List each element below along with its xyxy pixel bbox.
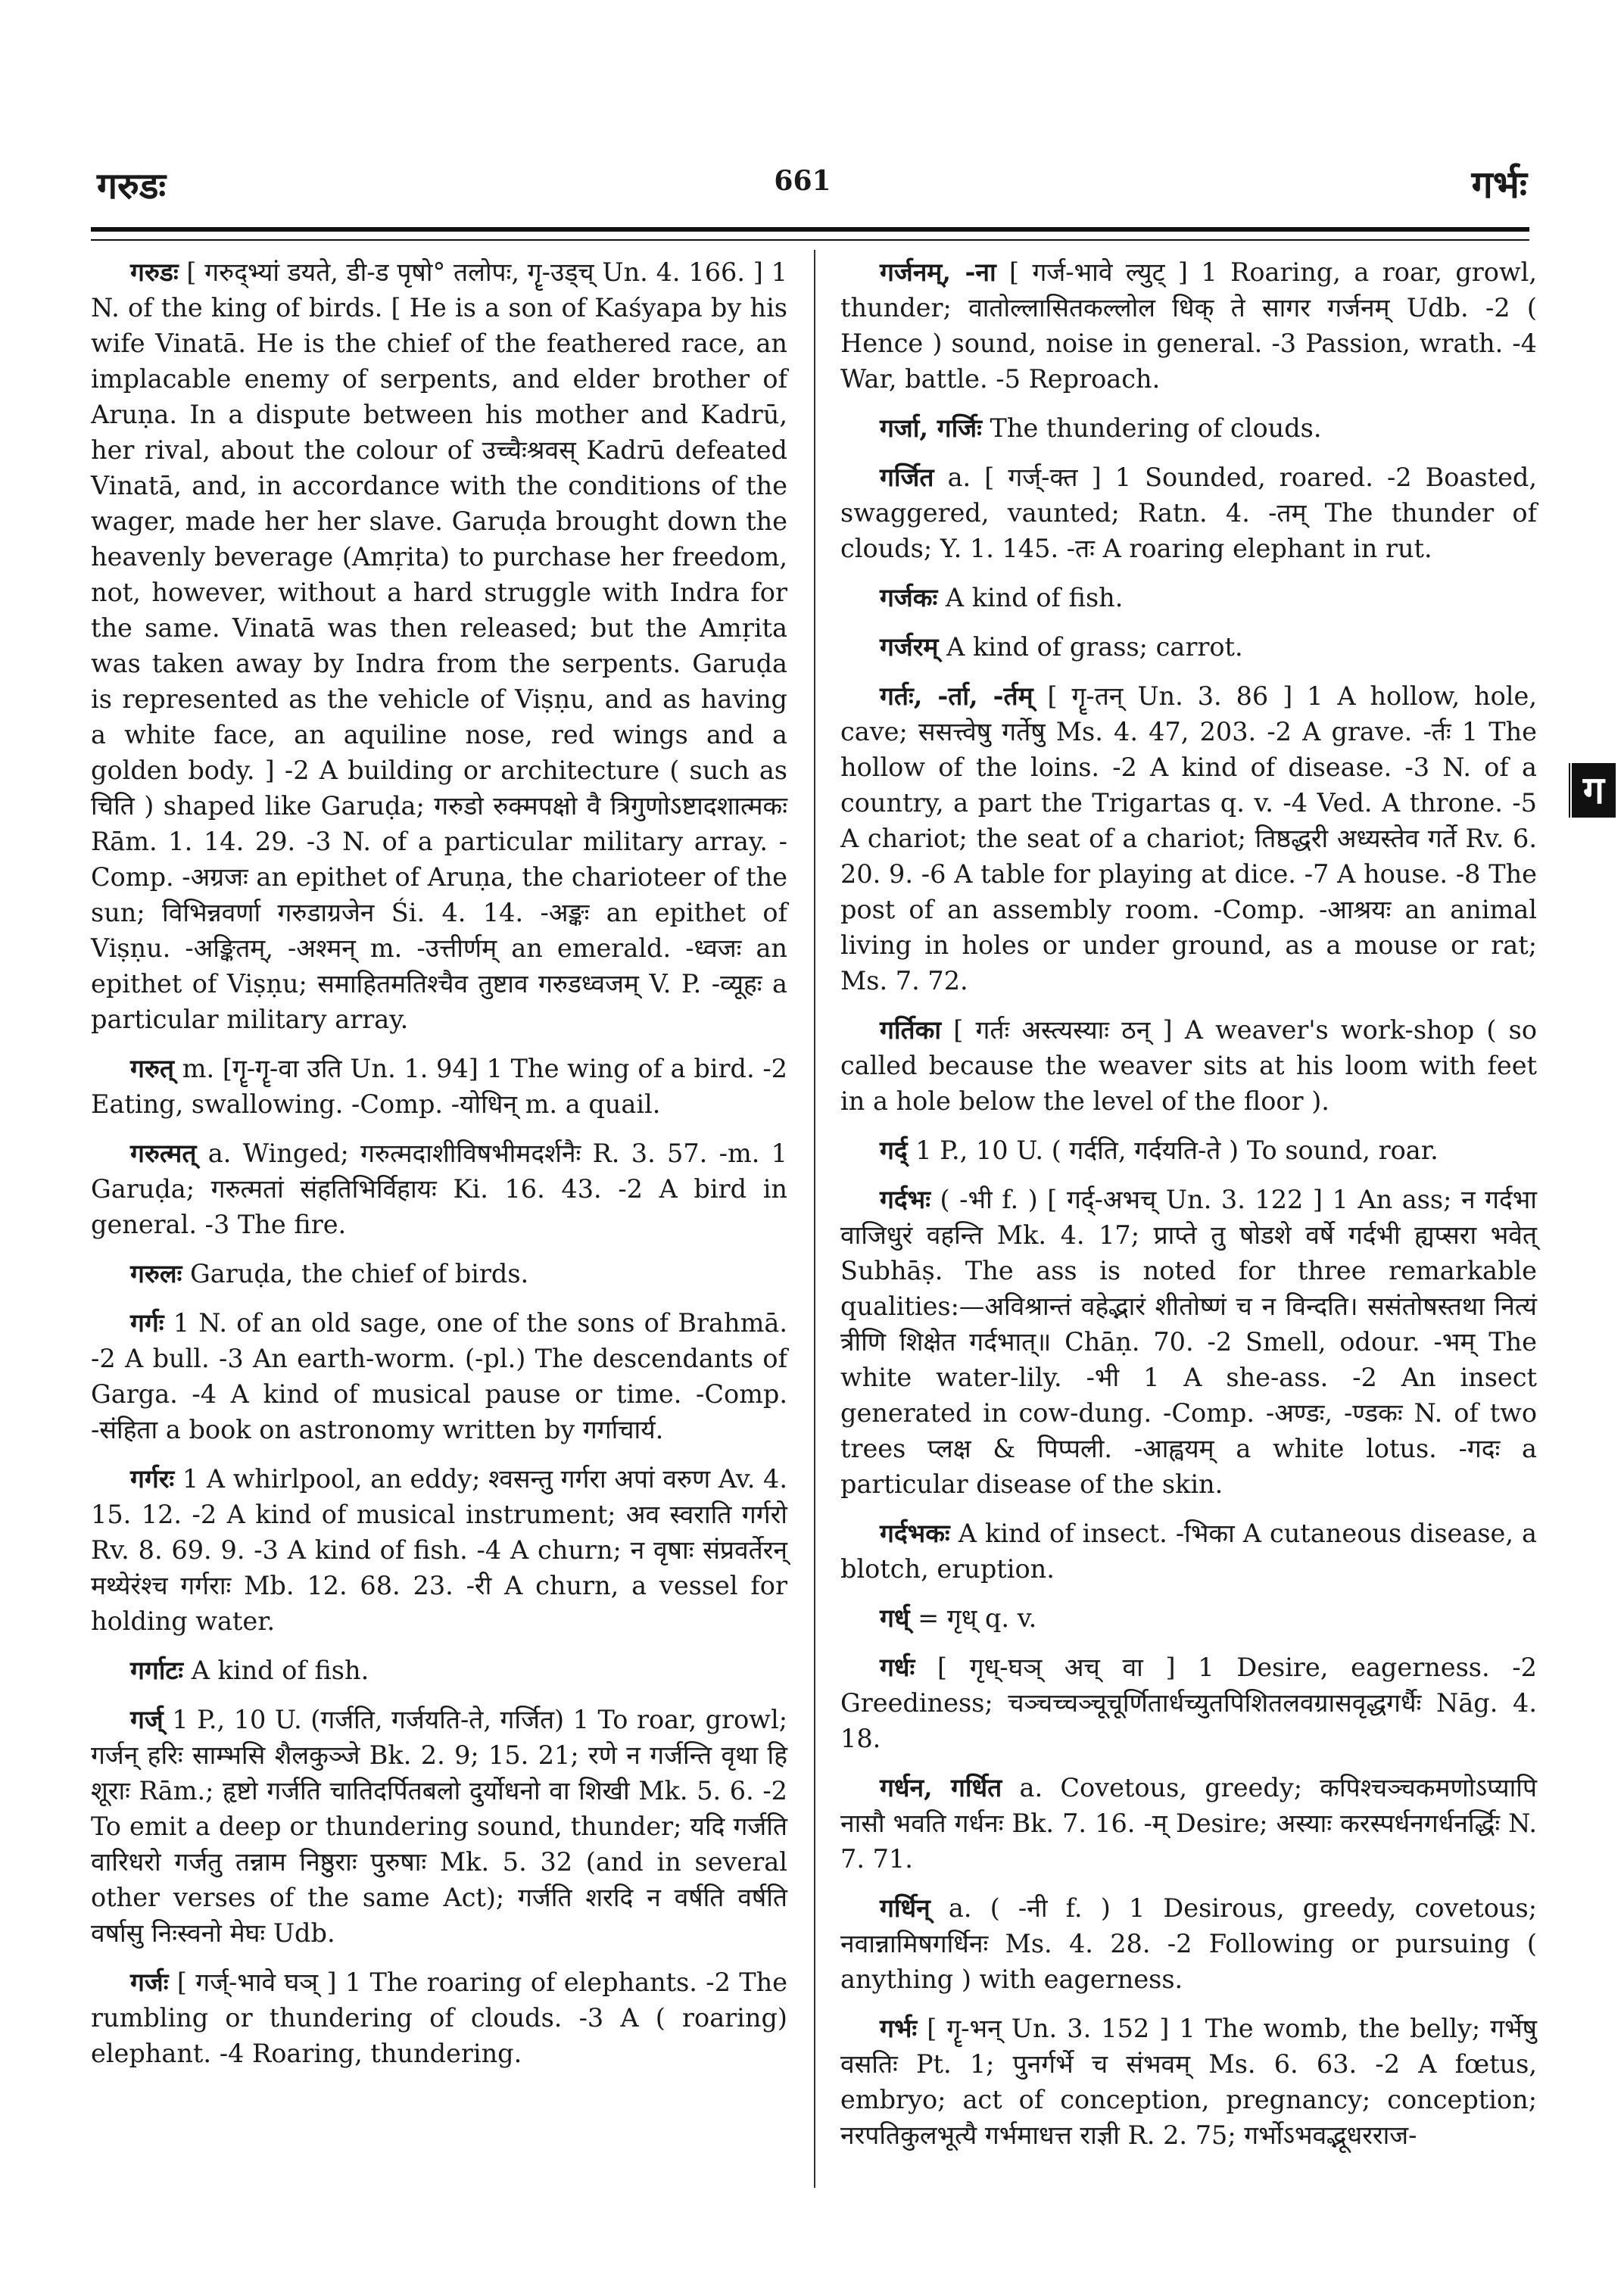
dictionary-entry	[840, 410, 1537, 446]
entry-headword: गरुलः	[130, 1259, 182, 1288]
entry-headword: गर्जरम्	[880, 632, 939, 662]
entry-headword: गर्तः, -र्ता, -र्तम्	[880, 681, 1033, 711]
dictionary-entry	[91, 1653, 787, 1688]
dictionary-entry	[840, 1132, 1537, 1168]
dictionary-entry	[840, 1770, 1537, 1877]
entry-definition: = गृध् q. v.	[909, 1603, 1037, 1633]
entry-headword: गर्धन, गर्धित	[880, 1773, 1002, 1802]
entry-definition: A kind of fish.	[183, 1656, 369, 1685]
dictionary-entry	[840, 678, 1537, 999]
entry-definition: [ गर्ज-भावे ल्युट् ] 1 Roaring, a roar, growl, thunder; वातोल्लासितकल्लोल धिक् ते सागर गर्जनम् Udb. -2 ( Hence ) sound, noise in general. -3 Passion, wrath. -4 War, battle. -5 Reproach.	[840, 257, 1537, 394]
dictionary-entry	[840, 1012, 1537, 1119]
entry-headword: गर्जः	[130, 1967, 169, 1997]
entry-headword: गर्तिका	[880, 1015, 942, 1045]
entry-headword: गर्जित	[880, 463, 934, 492]
dictionary-entry	[91, 1136, 787, 1242]
entry-definition: [ गरुद्भ्यां डयते, डी-ड पृषो° तलोपः, गॄ-उड्च् Un. 4. 166. ] 1 N. of the king of birds. [ He is a son of Kaśyapa by his wife Vinatā. He is the chief of the feathered race, an implacable enemy of serpents, and elder brother of Aruṇa. In a dispute between his mother and Kadrū, her rival, about the colour of उच्चैःश्रवस् Kadrū defeated Vinatā, and, in accordance with the conditions of the wager, made her her slave. Garuḍa brought down the heavenly beverage (Amṛita) to purchase her freedom, not, however, without a hard struggle with Indra for the same. Vinatā was then released; but the Amṛita was taken away by Indra from the serpents. Garuḍa is represented as the vehicle of Viṣṇu, and as having a white face, an aquiline nose, red wings and a golden body. ] -2 A building or architecture ( such as चिति ) shaped like Garuḍa; गरुडो रुक्मपक्षो वै त्रिगुणोऽष्टादशात्मकः Rām. 1. 14. 29. -3 N. of a particular military array. -Comp. -अग्रजः an epithet of Aruṇa, the charioteer of the sun; विभिन्नवर्णा गरुडाग्रजेन Śi. 4. 14. -अङ्कः an epithet of Viṣṇu. -अङ्कितम्, -अश्मन् m. -उत्तीर्णम् an emerald. -ध्वजः an epithet of Viṣṇu; समाहितमतिश्चैव तुष्टाव गरुडध्वजम् V. P. -व्यूहः a particular military array.	[91, 257, 787, 1034]
entry-definition: [ गृध्-घञ् अच् वा ] 1 Desire, eagerness. -2 Greediness; चञ्चच्चञ्चूचूर्णितार्धच्युतपिशितलवग्रासवृद्धगर्धैः Nāg. 4. 18.	[840, 1653, 1537, 1753]
thumb-index-tab: ग	[1567, 763, 1616, 818]
dictionary-entry	[840, 580, 1537, 615]
header-right-guide-word: गर्भः	[1471, 162, 1527, 207]
entry-definition: a. Covetous, greedy; कपिश्चञ्चकमणोऽप्यापि नासौ भवति गर्धनः Bk. 7. 16. -म् Desire; अस्याः करस्पर्धनगर्धनर्द्धिः N. 7. 71.	[840, 1773, 1537, 1874]
entry-headword: गर्गः	[130, 1308, 164, 1338]
dictionary-entry	[91, 1461, 787, 1639]
entry-definition: a. [ गर्ज्-क्त ] 1 Sounded, roared. -2 Boasted, swaggered, vaunted; Ratn. 4. -तम् The thunder of clouds; Y. 1. 145. -तः A roaring elephant in rut.	[840, 463, 1537, 563]
dictionary-entry	[840, 629, 1537, 665]
entry-headword: गर्भः	[880, 2014, 918, 2043]
entry-headword: गरुडः	[130, 257, 179, 287]
dictionary-entry	[91, 1256, 787, 1291]
entry-definition: A kind of fish.	[937, 583, 1124, 612]
entry-headword: गर्गरः	[130, 1464, 175, 1494]
entry-headword: गर्जा, गर्जिः	[880, 413, 982, 443]
column-divider	[814, 250, 815, 2188]
dictionary-entry	[840, 1182, 1537, 1502]
header-rule-thin	[91, 239, 1529, 241]
entry-definition: 1 P., 10 U. (गर्जति, गर्जयति-ते, गर्जित) 1 To roar, growl; गर्जन् हरिः साम्भसि शैलकुञ्जे Bk. 2. 9; 15. 21; रणे न गर्जन्ति वृथा हि शूराः Rām.; हृष्टो गर्जति चातिदर्पितबलो दुर्योधनो वा शिखी Mk. 5. 6. -2 To emit a deep or thundering sound, thunder; यदि गर्जति वारिधरो गर्जतु तन्नाम निष्ठुराः पुरुषाः Mk. 5. 32 (and in several other verses of the same Act); गर्जति शरदि न वर्षति वर्षति वर्षासु निःस्वनो मेघः Udb.	[91, 1705, 787, 1948]
dictionary-entry	[840, 254, 1537, 397]
entry-headword: गर्जकः	[880, 583, 938, 612]
entry-headword: गर्गाटः	[130, 1656, 184, 1685]
dictionary-entry	[840, 1600, 1537, 1636]
entry-definition: The thundering of clouds.	[981, 413, 1322, 443]
entry-headword: गर्द्	[880, 1136, 908, 1165]
entry-definition: Garuḍa, the chief of birds.	[182, 1259, 529, 1288]
dictionary-entry	[91, 1051, 787, 1122]
page-number: 661	[774, 165, 831, 197]
entry-definition: [ गॄ-भन् Un. 3. 152 ] 1 The womb, the belly; गर्भेषु वसतिः Pt. 1; पुनर्गर्भे च संभवम् Ms. 6. 63. -2 A fœtus, embryo; act of conception, pregnancy; conception; नरपतिकुलभूत्यै गर्भमाधत्त राज्ञी R. 2. 75; गर्भोऽभवद्भूधरराज-	[840, 2014, 1537, 2150]
header-rule-thick	[91, 227, 1529, 232]
right-column	[840, 254, 1537, 2167]
dictionary-entry	[91, 254, 787, 1037]
entry-definition: a. ( -नी f. ) 1 Desirous, greedy, covetous; नवान्नामिषगर्धिनः Ms. 4. 28. -2 Following or pursuing ( anything ) with eagerness.	[840, 1893, 1537, 1994]
dictionary-entry	[91, 1964, 787, 2071]
entry-headword: गर्ध्	[880, 1603, 910, 1633]
dictionary-entry	[840, 1516, 1537, 1587]
dictionary-entry	[840, 1650, 1537, 1756]
entry-headword: गरुत्मत्	[130, 1139, 197, 1168]
entry-headword: गर्जनम्, -ना	[880, 257, 996, 287]
entry-headword: गर्दभकः	[880, 1519, 950, 1548]
dictionary-entry	[840, 460, 1537, 566]
entry-definition: [ गॄ-तन् Un. 3. 86 ] 1 A hollow, hole, cave; ससत्त्वेषु गर्तेषु Ms. 4. 47, 203. -2 A grave. -र्तः 1 The hollow of the loins. -2 A kind of disease. -3 N. of a country, a part the Trigartas q. v. -4 Ved. A throne. -5 A chariot; the seat of a chariot; तिष्ठद्धरी अध्यस्तेव गर्ते Rv. 6. 20. 9. -6 A table for playing at dice. -7 A house. -8 The post of an assembly room. -Comp. -आश्रयः an animal living in holes or under ground, as a mouse or rat; Ms. 7. 72.	[840, 681, 1537, 995]
entry-definition: A kind of grass; carrot.	[938, 632, 1243, 662]
entry-definition: ( -भी f. ) [ गर्द्-अभच् Un. 3. 122 ] 1 An ass; न गर्दभा वाजिधुरं वहन्ति Mk. 4. 17; प्राप्ते तु षोडशे वर्षे गर्दभी ह्यप्सरा भवेत् Subhāṣ. The ass is noted for three remarkable qualities:—अविश्रान्तं वहेद्भारं शीतोष्णं च न विन्दति। ससंतोषस्तथा नित्यं त्रीणि शिक्षेत गर्दभात्॥ Chāṇ. 70. -2 Smell, odour. -भम् The white water-lily. -भी 1 A she-ass. -2 An insect generated in cow-dung. -Comp. -अण्डः, -ण्डकः N. of two trees प्लक्ष & पिप्पली. -आह्वयम् a white lotus. -गदः a particular disease of the skin.	[840, 1185, 1537, 1499]
entry-headword: गर्धः	[880, 1653, 915, 1682]
dictionary-entry	[91, 1702, 787, 1951]
entry-headword: गर्धिन्	[880, 1893, 930, 1923]
entry-headword: गर्ज्	[130, 1705, 164, 1734]
entry-definition: [ गर्ज्-भावे घञ् ] 1 The roaring of elephants. -2 The rumbling or thundering of clouds. -3 A ( roaring) elephant. -4 Roaring, thundering.	[91, 1967, 787, 2068]
entry-definition: 1 P., 10 U. ( गर्दति, गर्दयति-ते ) To sound, roar.	[907, 1136, 1439, 1165]
entry-definition: A kind of insect. -भिका A cutaneous disease, a blotch, eruption.	[840, 1519, 1537, 1584]
entry-definition: m. [गॄ-गॄ-वा उति Un. 1. 94] 1 The wing of a bird. -2 Eating, swallowing. -Comp. -योधिन् m. a quail.	[91, 1054, 787, 1119]
dictionary-entry	[91, 1305, 787, 1447]
dictionary-entry	[840, 1890, 1537, 1997]
header-left-guide-word: गरुडः	[97, 165, 167, 207]
entry-headword: गरुत्	[130, 1054, 174, 1083]
entry-definition: 1 N. of an old sage, one of the sons of Brahmā. -2 A bull. -3 An earth-worm. (-pl.) The descendants of Garga. -4 A kind of musical pause or time. -Comp. -संहिता a book on astronomy written by गर्गाचार्य.	[91, 1308, 787, 1444]
entry-definition: a. Winged; गरुत्मदाशीविषभीमदर्शनैः R. 3. 57. -m. 1 Garuḍa; गरुत्मतां संहतिभिर्विहायः Ki. 16. 43. -2 A bird in general. -3 The fire.	[91, 1139, 787, 1239]
entry-definition: 1 A whirlpool, an eddy; श्वसन्तु गर्गरा अपां वरुण Av. 4. 15. 12. -2 A kind of musical instrument; अव स्वराति गर्गरो Rv. 8. 69. 9. -3 A kind of fish. -4 A churn; न वृषाः संप्रवर्तेरन् मथ्येरंश्च गर्गराः Mb. 12. 68. 23. -री A churn, a vessel for holding water.	[91, 1464, 787, 1636]
left-column	[91, 254, 787, 2085]
dictionary-entry	[840, 2011, 1537, 2153]
entry-headword: गर्दभः	[880, 1185, 930, 1214]
entry-definition: [ गर्तः अस्त्यस्याः ठन् ] A weaver's work-shop ( so called because the weaver sits at his loom with feet in a hole below the level of the floor ).	[840, 1015, 1537, 1116]
